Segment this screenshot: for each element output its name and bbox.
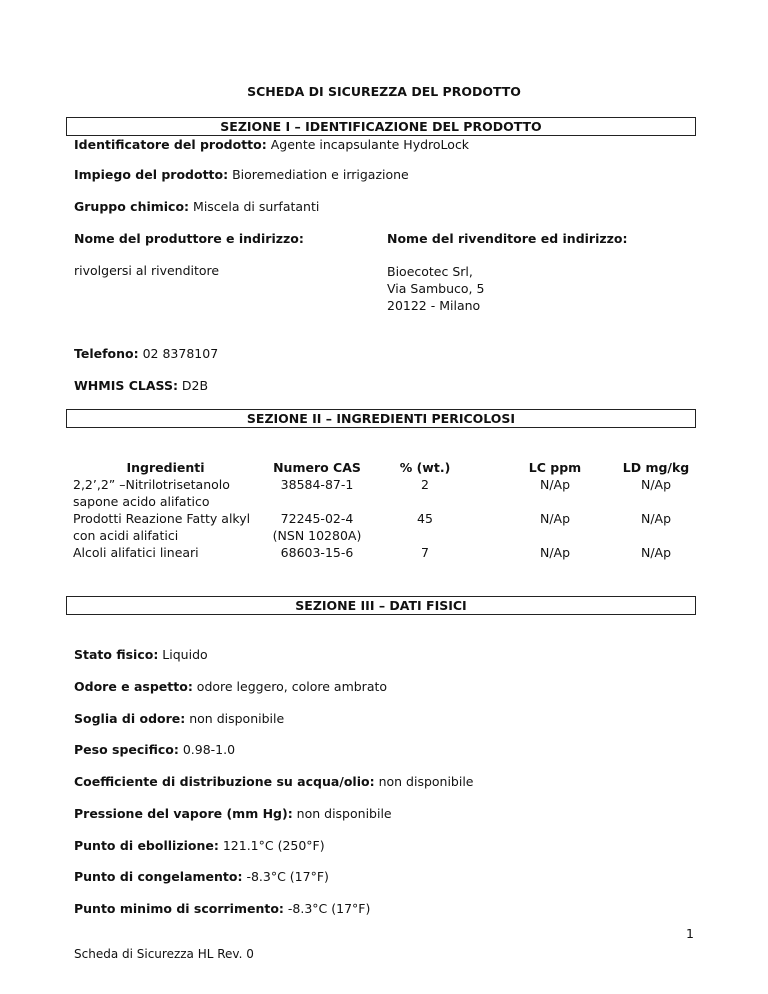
whmis-value: D2B bbox=[177, 378, 209, 393]
pct-cell: 2 bbox=[421, 477, 429, 492]
cas-cell: 38584-87-1 bbox=[280, 477, 354, 492]
physical-property: Odore e aspetto: odore leggero, colore ambrato bbox=[74, 679, 388, 694]
document-title: SCHEDA DI SICUREZZA DEL PRODOTTO bbox=[247, 84, 521, 99]
reseller-label: Nome del rivenditore ed indirizzo: bbox=[387, 231, 628, 246]
ld-column bbox=[616, 459, 696, 561]
product-identifier-label: Identificatore del prodotto: bbox=[74, 137, 267, 152]
section-3-header: SEZIONE III – DATI FISICI bbox=[66, 596, 696, 615]
lc-column bbox=[520, 459, 590, 561]
lc-cell: N/Ap bbox=[539, 545, 571, 560]
pct-cell bbox=[390, 527, 460, 544]
physical-property: Peso specifico: 0.98-1.0 bbox=[74, 742, 236, 757]
cas-column bbox=[262, 459, 372, 561]
chemical-group-label: Gruppo chimico: bbox=[74, 199, 190, 214]
lc-header: LC ppm bbox=[528, 460, 582, 475]
chemical-group-value: Miscela di surfatanti bbox=[189, 199, 320, 214]
pct-cell: 45 bbox=[417, 511, 433, 526]
reseller-address bbox=[387, 263, 484, 314]
reseller-line: Via Sambuco, 5 bbox=[387, 281, 485, 296]
physical-property: Soglia di odore: non disponibile bbox=[74, 711, 285, 726]
physical-property: Punto di congelamento: -8.3°C (17°F) bbox=[74, 869, 329, 884]
physical-property: Pressione del vapore (mm Hg): non disponibile bbox=[74, 806, 392, 821]
section-2-header: SEZIONE II – INGREDIENTI PERICOLOSI bbox=[66, 409, 696, 428]
physical-property: Coefficiente di distribuzione su acqua/olio: non disponibile bbox=[74, 774, 474, 789]
ingredient-line: con acidi alifatici bbox=[73, 528, 179, 543]
ingredient-line: sapone acido alifatico bbox=[73, 494, 210, 509]
ingredients-column bbox=[73, 459, 258, 561]
cas-cell: (NSN 10280A) bbox=[272, 528, 362, 543]
ingredient-line: 2,2’,2” –Nitrilotrisetanolo bbox=[73, 477, 230, 492]
cas-header: Numero CAS bbox=[273, 460, 361, 475]
whmis-label: WHMIS CLASS: bbox=[74, 378, 178, 393]
ingredient-line: Prodotti Reazione Fatty alkyl bbox=[73, 511, 251, 526]
ld-cell: N/Ap bbox=[640, 511, 672, 526]
ld-cell bbox=[616, 527, 696, 544]
reseller-line: 20122 - Milano bbox=[387, 298, 481, 313]
phone bbox=[74, 346, 218, 361]
physical-property: Punto minimo di scorrimento: -8.3°C (17°F) bbox=[74, 901, 371, 916]
section-1-header: SEZIONE I – IDENTIFICAZIONE DEL PRODOTTO bbox=[66, 117, 696, 136]
pct-cell bbox=[390, 493, 460, 510]
cas-cell bbox=[262, 493, 372, 510]
product-identifier bbox=[74, 137, 469, 152]
producer-label: Nome del produttore e indirizzo: bbox=[74, 231, 304, 246]
pct-cell: 7 bbox=[421, 545, 429, 560]
footer-text: Scheda di Sicurezza HL Rev. 0 bbox=[74, 947, 254, 961]
ld-header: LD mg/kg bbox=[622, 460, 690, 475]
lc-cell: N/Ap bbox=[539, 477, 571, 492]
reseller-line: Bioecotec Srl, bbox=[387, 264, 473, 279]
product-identifier-value: Agente incapsulante HydroLock bbox=[266, 137, 470, 152]
product-use-label: Impiego del prodotto: bbox=[74, 167, 229, 182]
page-number: 1 bbox=[686, 926, 694, 941]
phone-value: 02 8378107 bbox=[138, 346, 219, 361]
phone-label: Telefono: bbox=[74, 346, 139, 361]
whmis-class bbox=[74, 378, 208, 393]
pct-header: % (wt.) bbox=[399, 460, 451, 475]
ingredient-line: Alcoli alifatici lineari bbox=[73, 545, 199, 560]
lc-cell bbox=[520, 527, 590, 544]
ld-cell: N/Ap bbox=[640, 545, 672, 560]
ld-cell: N/Ap bbox=[640, 477, 672, 492]
chemical-group bbox=[74, 199, 319, 214]
lc-cell bbox=[520, 493, 590, 510]
ingredients-header: Ingredienti bbox=[126, 460, 205, 475]
product-use bbox=[74, 167, 409, 182]
cas-cell: 72245-02-4 bbox=[280, 511, 354, 526]
lc-cell: N/Ap bbox=[539, 511, 571, 526]
cas-cell: 68603-15-6 bbox=[280, 545, 354, 560]
pct-column bbox=[390, 459, 460, 561]
product-use-value: Bioremediation e irrigazione bbox=[228, 167, 409, 182]
ld-cell bbox=[616, 493, 696, 510]
physical-property: Punto di ebollizione: 121.1°C (250°F) bbox=[74, 838, 325, 853]
physical-property: Stato fisico: Liquido bbox=[74, 647, 208, 662]
producer-value: rivolgersi al rivenditore bbox=[74, 263, 220, 278]
